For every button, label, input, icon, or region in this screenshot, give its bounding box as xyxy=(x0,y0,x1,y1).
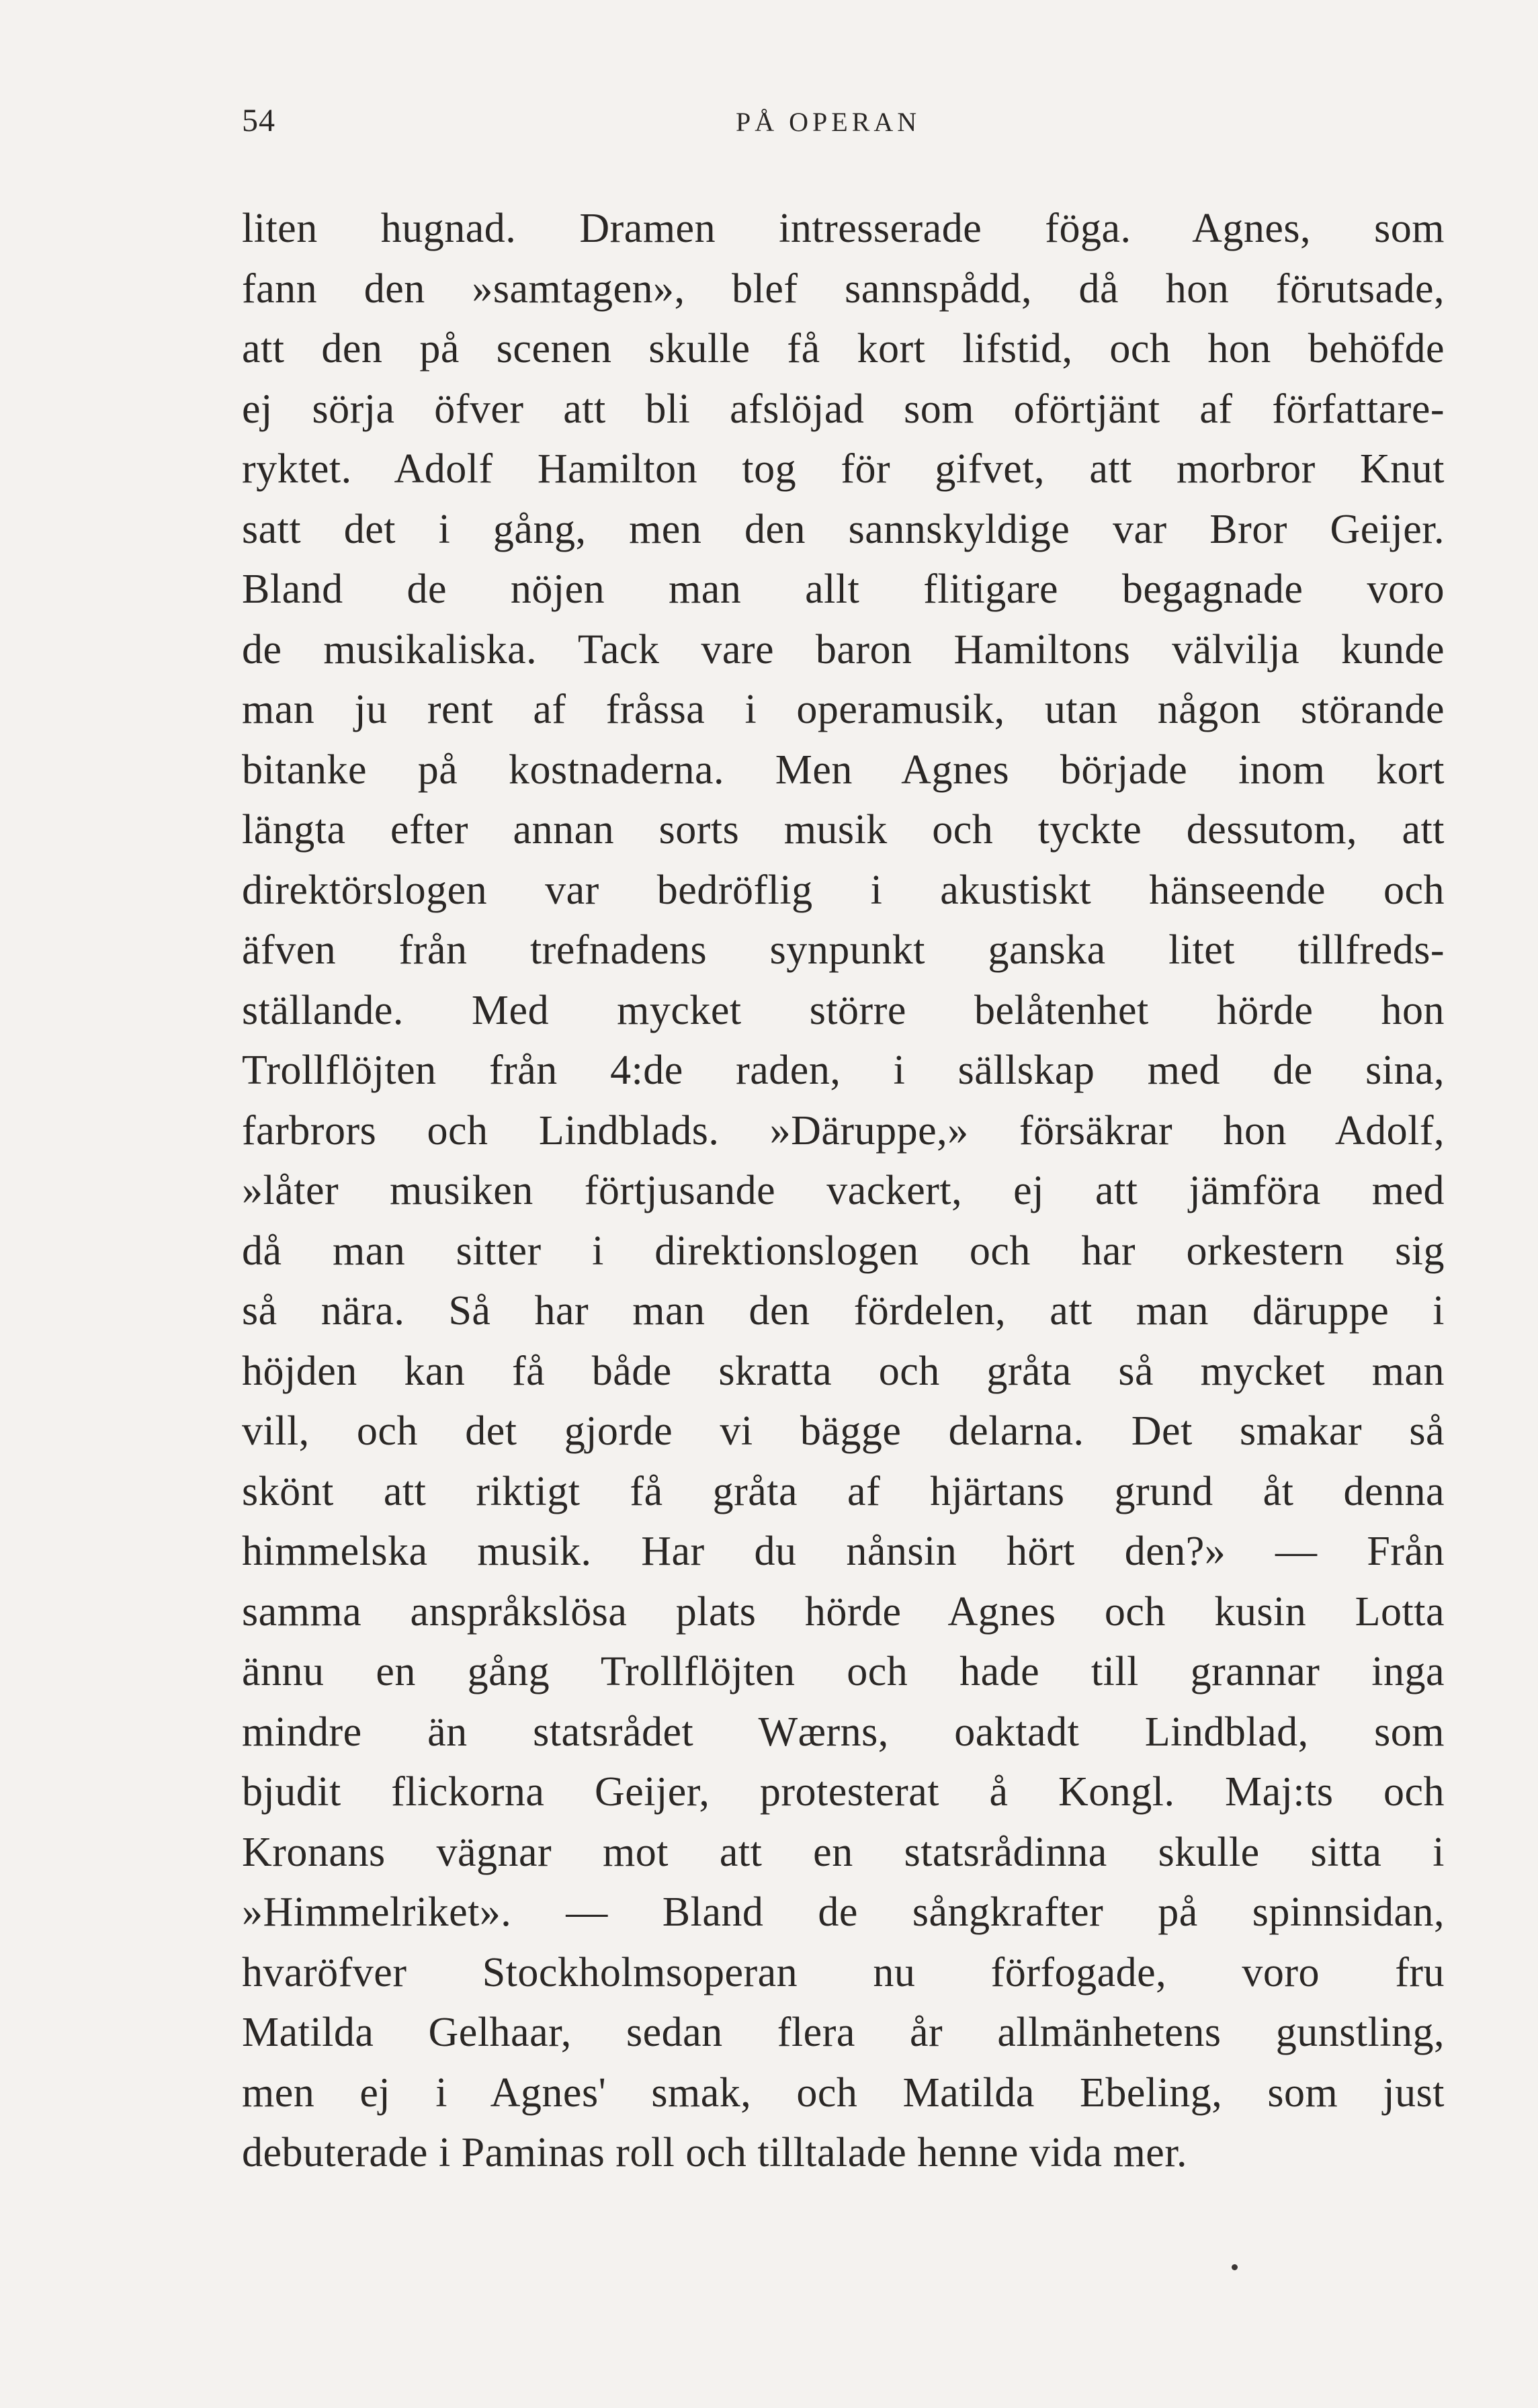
text-line: satt det i gång, men den sannskyldige var Bror Geijer. xyxy=(242,506,1445,552)
text-line: men ej i Agnes' smak, och Matilda Ebeling, som just xyxy=(242,2069,1445,2116)
ink-speck xyxy=(1232,2264,1238,2270)
text-line: höjden kan få både skratta och gråta så mycket man xyxy=(242,1348,1445,1394)
text-line: liten hugnad. Dramen intresserade föga. Agnes, som xyxy=(242,206,1445,251)
page-number: 54 xyxy=(242,103,275,138)
text-line: längta efter annan sorts musik och tyckte dessutom, att xyxy=(242,807,1445,853)
text-line: ännu en gång Trollflöjten och hade till grannar inga xyxy=(242,1649,1445,1694)
text-line: hvaröfver Stockholmsoperan nu förfogade, voro fru xyxy=(242,1949,1445,1995)
running-head: PÅ OPERAN xyxy=(736,107,921,137)
text-line: vill, och det gjorde vi bägge delarna. Det smakar så xyxy=(242,1408,1445,1454)
text-line: ryktet. Adolf Hamilton tog för gifvet, att morbror Knut xyxy=(242,446,1445,492)
text-line: Trollflöjten från 4:de raden, i sällskap med de sina, xyxy=(242,1047,1445,1093)
text-line: fann den »samtagen», blef sannspådd, då hon förutsade, xyxy=(242,265,1445,312)
text-line: äfven från trefnadens synpunkt ganska litet tillfreds- xyxy=(242,927,1445,973)
text-line: att den på scenen skulle få kort lifstid, och hon behöfde xyxy=(242,326,1445,372)
text-line: samma anspråkslösa plats hörde Agnes och kusin Lotta xyxy=(242,1588,1445,1635)
page-header xyxy=(242,102,1445,156)
text-line: farbrors och Lindblads. »Däruppe,» försäkrar hon Adolf, xyxy=(242,1107,1445,1154)
text-line: skönt att riktigt få gråta af hjärtans grund åt denna xyxy=(242,1468,1445,1514)
text-line: Bland de nöjen man allt flitigare begagnade voro xyxy=(242,566,1445,612)
text-line: Matilda Gelhaar, sedan flera år allmänhetens gunstling, xyxy=(242,2010,1445,2055)
text-line: Kronans vägnar mot att en statsrådinna skulle sitta i xyxy=(242,1829,1445,1875)
text-line: direktörslogen var bedröflig i akustiskt hänseende och xyxy=(242,867,1445,913)
text-line: ställande. Med mycket större belåtenhet hörde hon xyxy=(242,987,1445,1033)
text-line: ej sörja öfver att bli afslöjad som oförtjänt af författare- xyxy=(242,386,1445,432)
text-line: bitanke på kostnaderna. Men Agnes började inom kort xyxy=(242,746,1445,793)
text-line: då man sitter i direktionslogen och har orkestern sig xyxy=(242,1228,1445,1274)
text-line: de musikaliska. Tack vare baron Hamiltons välvilja kunde xyxy=(242,626,1445,673)
text-line: bjudit flickorna Geijer, protesterat å Kongl. Maj:ts och xyxy=(242,1769,1445,1815)
text-line: man ju rent af fråssa i operamusik, utan någon störande xyxy=(242,687,1445,732)
text-line: »låter musiken förtjusande vackert, ej att jämföra med xyxy=(242,1168,1445,1213)
body-text xyxy=(242,199,1445,2184)
text-line: så nära. Så har man den fördelen, att man däruppe i xyxy=(242,1288,1445,1334)
text-line: »Himmelriket». — Bland de sångkrafter på spinnsidan, xyxy=(242,1889,1445,1935)
text-line: debuterade i Paminas roll och tilltalade henne vida mer. xyxy=(242,2130,1188,2176)
text-line: himmelska musik. Har du nånsin hört den?» — Från xyxy=(242,1529,1445,1574)
text-line: mindre än statsrådet Wærns, oaktadt Lindblad, som xyxy=(242,1709,1445,1755)
